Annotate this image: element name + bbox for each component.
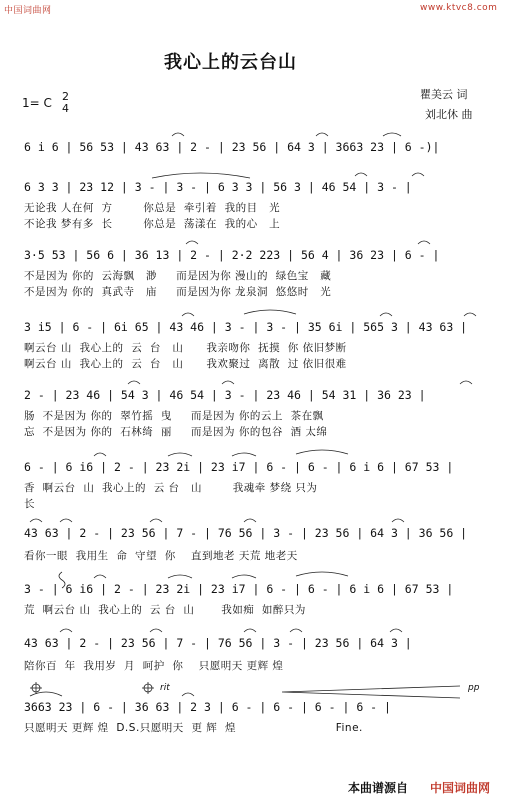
slur-mark <box>168 575 192 578</box>
slur-mark <box>60 519 72 522</box>
tie-mark <box>296 450 348 454</box>
slur-mark <box>232 453 256 456</box>
system-8-notes: 3 - | 6 i6 | 2 - | 23 2i | 23 i7 | 6 - | 6 - | 6 i 6 | 67 53 | <box>24 582 454 596</box>
composer: 刘北休 曲 <box>425 108 473 121</box>
slur-mark <box>168 453 192 456</box>
time-signature-top: 2 <box>62 90 69 103</box>
system-3-lyric-2: 不是因为 你的 真武寺 庙 而是因为你 龙泉洞 悠悠时 光 <box>24 286 332 298</box>
system-1-notes: 6 i 6 | 56 53 | 43 63 | 2 - | 23 56 | 64 3 | 3663 23 | 6 -)| <box>24 140 440 154</box>
system-4-lyric-2: 啊云台 山 我心上的 云 台 山 我欢聚过 离散 过 依旧很难 <box>24 358 347 370</box>
site-url-right: www.ktvc8.com <box>420 3 498 13</box>
slur-mark <box>182 313 194 316</box>
slur-mark <box>172 133 184 136</box>
slur-mark <box>412 173 424 176</box>
system-2-lyric-2: 不论我 梦有多 长 你总是 荡漾在 我的心 上 <box>24 218 281 230</box>
slur-mark <box>390 629 402 632</box>
system-3-lyric-1: 不是因为 你的 云海飘 渺 而是因为你 漫山的 绿色宝 藏 <box>24 270 332 282</box>
slur-mark <box>94 575 106 578</box>
slur-mark <box>30 519 42 522</box>
crescendo-line <box>282 686 460 698</box>
slur-mark <box>355 173 367 176</box>
slur-mark <box>464 313 476 316</box>
system-9-lyric-1: 陪你百 年 我用岁 月 呵护 你 只愿明天 更辉 煌 <box>24 660 284 672</box>
slur-mark <box>150 519 162 522</box>
slur-mark <box>60 629 72 632</box>
slur-mark <box>150 629 162 632</box>
system-4-lyric-1: 啊云台 山 我心上的 云 台 山 我亲吻你 抚摸 你 依旧梦断 <box>24 342 347 354</box>
segno-sign <box>59 572 65 588</box>
slur-mark <box>392 519 404 522</box>
slur-mark <box>418 241 430 244</box>
system-5-lyric-1: 肠 不是因为 你的 翠竹摇 曳 而是因为 你的云上 茶在飘 <box>24 410 324 422</box>
slur-mark <box>460 381 472 384</box>
ritardando-mark: rit <box>160 683 170 693</box>
system-2-lyric-1: 无论我 人在何 方 你总是 牵引着 我的目 光 <box>24 202 281 214</box>
slur-mark <box>244 629 256 632</box>
site-name-left: 中国词曲网 <box>4 6 52 16</box>
system-5-lyric-2: 忘 不是因为 你的 石林绮 丽 而是因为 你的包谷 酒 太绵 <box>24 426 328 438</box>
system-8-lyric-1: 荒 啊云台 山 我心上的 云 台 山 我如痴 如醉只为 <box>24 604 306 616</box>
system-3-notes: 3·5 53 | 56 6 | 36 13 | 2 - | 2·2 223 | 56 4 | 36 23 | 6 - | <box>24 248 440 262</box>
slur-mark <box>383 133 401 136</box>
key-signature: 1= C <box>22 96 52 110</box>
system-7-lyric-1: 看你一眼 我用生 命 守望 你 直到地老 天荒 地老天 <box>24 550 298 562</box>
song-title: 我心上的云台山 <box>164 52 297 73</box>
slur-mark <box>222 381 234 384</box>
footer-source-label: 本曲谱源自 <box>348 781 409 795</box>
slur-mark <box>128 381 140 384</box>
slur-mark <box>94 453 106 456</box>
system-7-notes: 43 63 | 2 - | 23 56 | 7 - | 76 56 | 3 - | 23 56 | 64 3 | 36 56 | <box>24 526 468 540</box>
tie-mark <box>152 173 250 178</box>
slur-mark <box>244 519 256 522</box>
slur-mark <box>186 241 198 244</box>
slur-mark <box>380 313 392 316</box>
system-6-lyric-2: 长 <box>24 498 35 510</box>
system-10-lyric-1: 只愿明天 更辉 煌 D.S.只愿明天 更 辉 煌 Fine. <box>24 722 363 734</box>
slur-mark <box>316 133 328 136</box>
system-6-lyric-1: 香 啊云台 山 我心上的 云 台 山 我魂牵 梦绕 只为 <box>24 482 318 494</box>
tie-mark <box>244 310 296 314</box>
system-10-notes: 3663 23 | 6 - | 36 63 | 2 3 | 6 - | 6 - | 6 - | 6 - | <box>24 700 391 714</box>
system-2-notes: 6 3 3 | 23 12 | 3 - | 3 - | 6 3 3 | 56 3 | 46 54 | 3 - | <box>24 180 412 194</box>
tie-mark <box>296 572 348 576</box>
system-6-notes: 6 - | 6 i6 | 2 - | 23 2i | 23 i7 | 6 - | 6 - | 6 i 6 | 67 53 | <box>24 460 454 474</box>
system-9-notes: 43 63 | 2 - | 23 56 | 7 - | 76 56 | 3 - | 23 56 | 64 3 | <box>24 636 412 650</box>
time-signature-bottom: 4 <box>62 102 69 115</box>
footer-source-site: 中国词曲网 <box>430 781 491 795</box>
slur-mark <box>290 629 302 632</box>
slur-mark <box>182 693 194 696</box>
slur-mark <box>30 692 62 696</box>
slur-mark <box>232 575 256 578</box>
lyricist: 瞿美云 词 <box>420 88 468 101</box>
coda-sign <box>142 682 154 694</box>
system-5-notes: 2 - | 23 46 | 54 3 | 46 54 | 3 - | 23 46 | 54 31 | 36 23 | <box>24 388 426 402</box>
system-4-notes: 3 i5 | 6 - | 6i 65 | 43 46 | 3 - | 3 - | 35 6i | 565 3 | 43 63 | <box>24 320 468 334</box>
pianissimo-mark: pp <box>468 683 480 693</box>
